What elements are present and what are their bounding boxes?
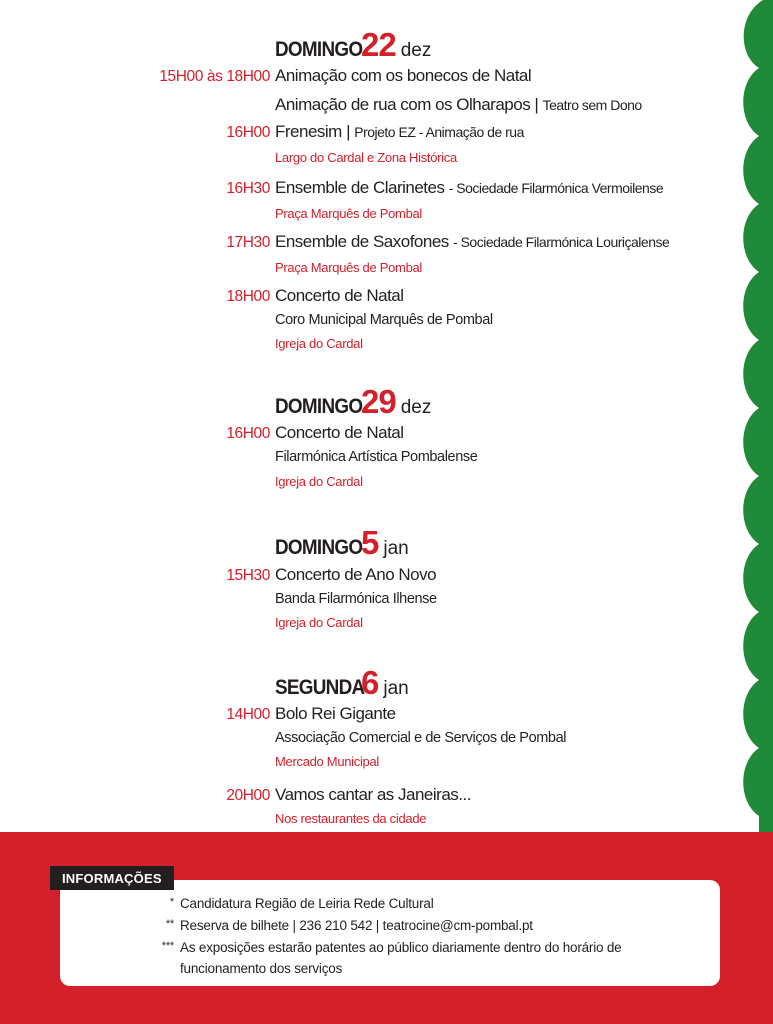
event-location: Igreja do Cardal: [275, 615, 363, 630]
day-number: 5: [361, 524, 379, 561]
day-number: 22: [361, 26, 396, 63]
info-note: ** Reserva de bilhete | 236 210 542 | teatrocine@cm-pombal.pt: [165, 918, 533, 933]
event-subtitle: Associação Comercial e de Serviços de Pombal: [275, 730, 567, 746]
event-title: Vamos cantar as Janeiras...: [275, 785, 471, 804]
day-header: [275, 383, 431, 421]
event-location: Largo do Cardal e Zona Histórica: [275, 150, 457, 165]
event-time: 15H30: [226, 567, 270, 584]
event-time: 16H00: [226, 124, 270, 141]
event-location: Mercado Municipal: [275, 754, 380, 769]
event-time: 14H00: [226, 706, 270, 723]
event-location: Igreja do Cardal: [275, 474, 363, 489]
event-title: Animação com os bonecos de Natal: [275, 66, 532, 85]
event-title: Concerto de Natal: [275, 423, 404, 442]
day-number: 6: [361, 664, 379, 701]
event-time: 20H00: [226, 787, 270, 804]
event-subtitle: Filarmónica Artística Pombalense: [275, 449, 478, 465]
event-time: 16H30: [226, 180, 270, 197]
event-title: Ensemble de Saxofones - Sociedade Filarmónica Louriçalense: [275, 232, 670, 251]
weekday: DOMINGO: [275, 38, 363, 61]
month: jan: [383, 538, 409, 559]
event-subtitle: Coro Municipal Marquês de Pombal: [275, 312, 493, 328]
day-header: [275, 26, 431, 64]
event-title: Concerto de Natal: [275, 286, 404, 305]
info-note: funcionamento dos serviços: [180, 961, 343, 976]
event-title: Bolo Rei Gigante: [275, 704, 396, 723]
event-location: Igreja do Cardal: [275, 336, 363, 351]
event-title: Concerto de Ano Novo: [275, 565, 437, 584]
event-title: Frenesim | Projeto EZ - Animação de rua: [275, 122, 524, 141]
day-header: [275, 664, 409, 702]
day-number: 29: [361, 383, 396, 420]
info-note: * Candidatura Região de Leiria Rede Cultural: [169, 896, 434, 911]
event-time: 16H00: [226, 425, 270, 442]
weekday: DOMINGO: [275, 395, 363, 418]
event-time: 15H00 às 18H00: [159, 68, 270, 85]
event-title: Ensemble de Clarinetes - Sociedade Filarmónica Vermoilense: [275, 178, 664, 197]
wave-shape: [743, 0, 773, 832]
weekday: DOMINGO: [275, 536, 363, 559]
green-wave-border: [733, 0, 773, 832]
event-time: 17H30: [226, 234, 270, 251]
event-location: Praça Marquês de Pombal: [275, 260, 423, 275]
event-time: 18H00: [226, 288, 270, 305]
month: dez: [400, 397, 432, 418]
event-subtitle: Banda Filarmónica Ilhense: [275, 591, 437, 607]
info-note: *** As exposições estarão patentes ao público diariamente dentro do horário de: [161, 940, 622, 955]
event-location: Praça Marquês de Pombal: [275, 206, 423, 221]
day-header: [275, 524, 409, 562]
event-location: Nos restaurantes da cidade: [275, 811, 427, 826]
month: dez: [400, 40, 432, 61]
weekday: SEGUNDA: [275, 676, 365, 699]
event-subtitle: Animação de rua com os Olharapos | Teatro sem Dono: [275, 95, 642, 114]
month: jan: [383, 678, 409, 699]
info-label: INFORMAÇÕES: [50, 866, 174, 890]
